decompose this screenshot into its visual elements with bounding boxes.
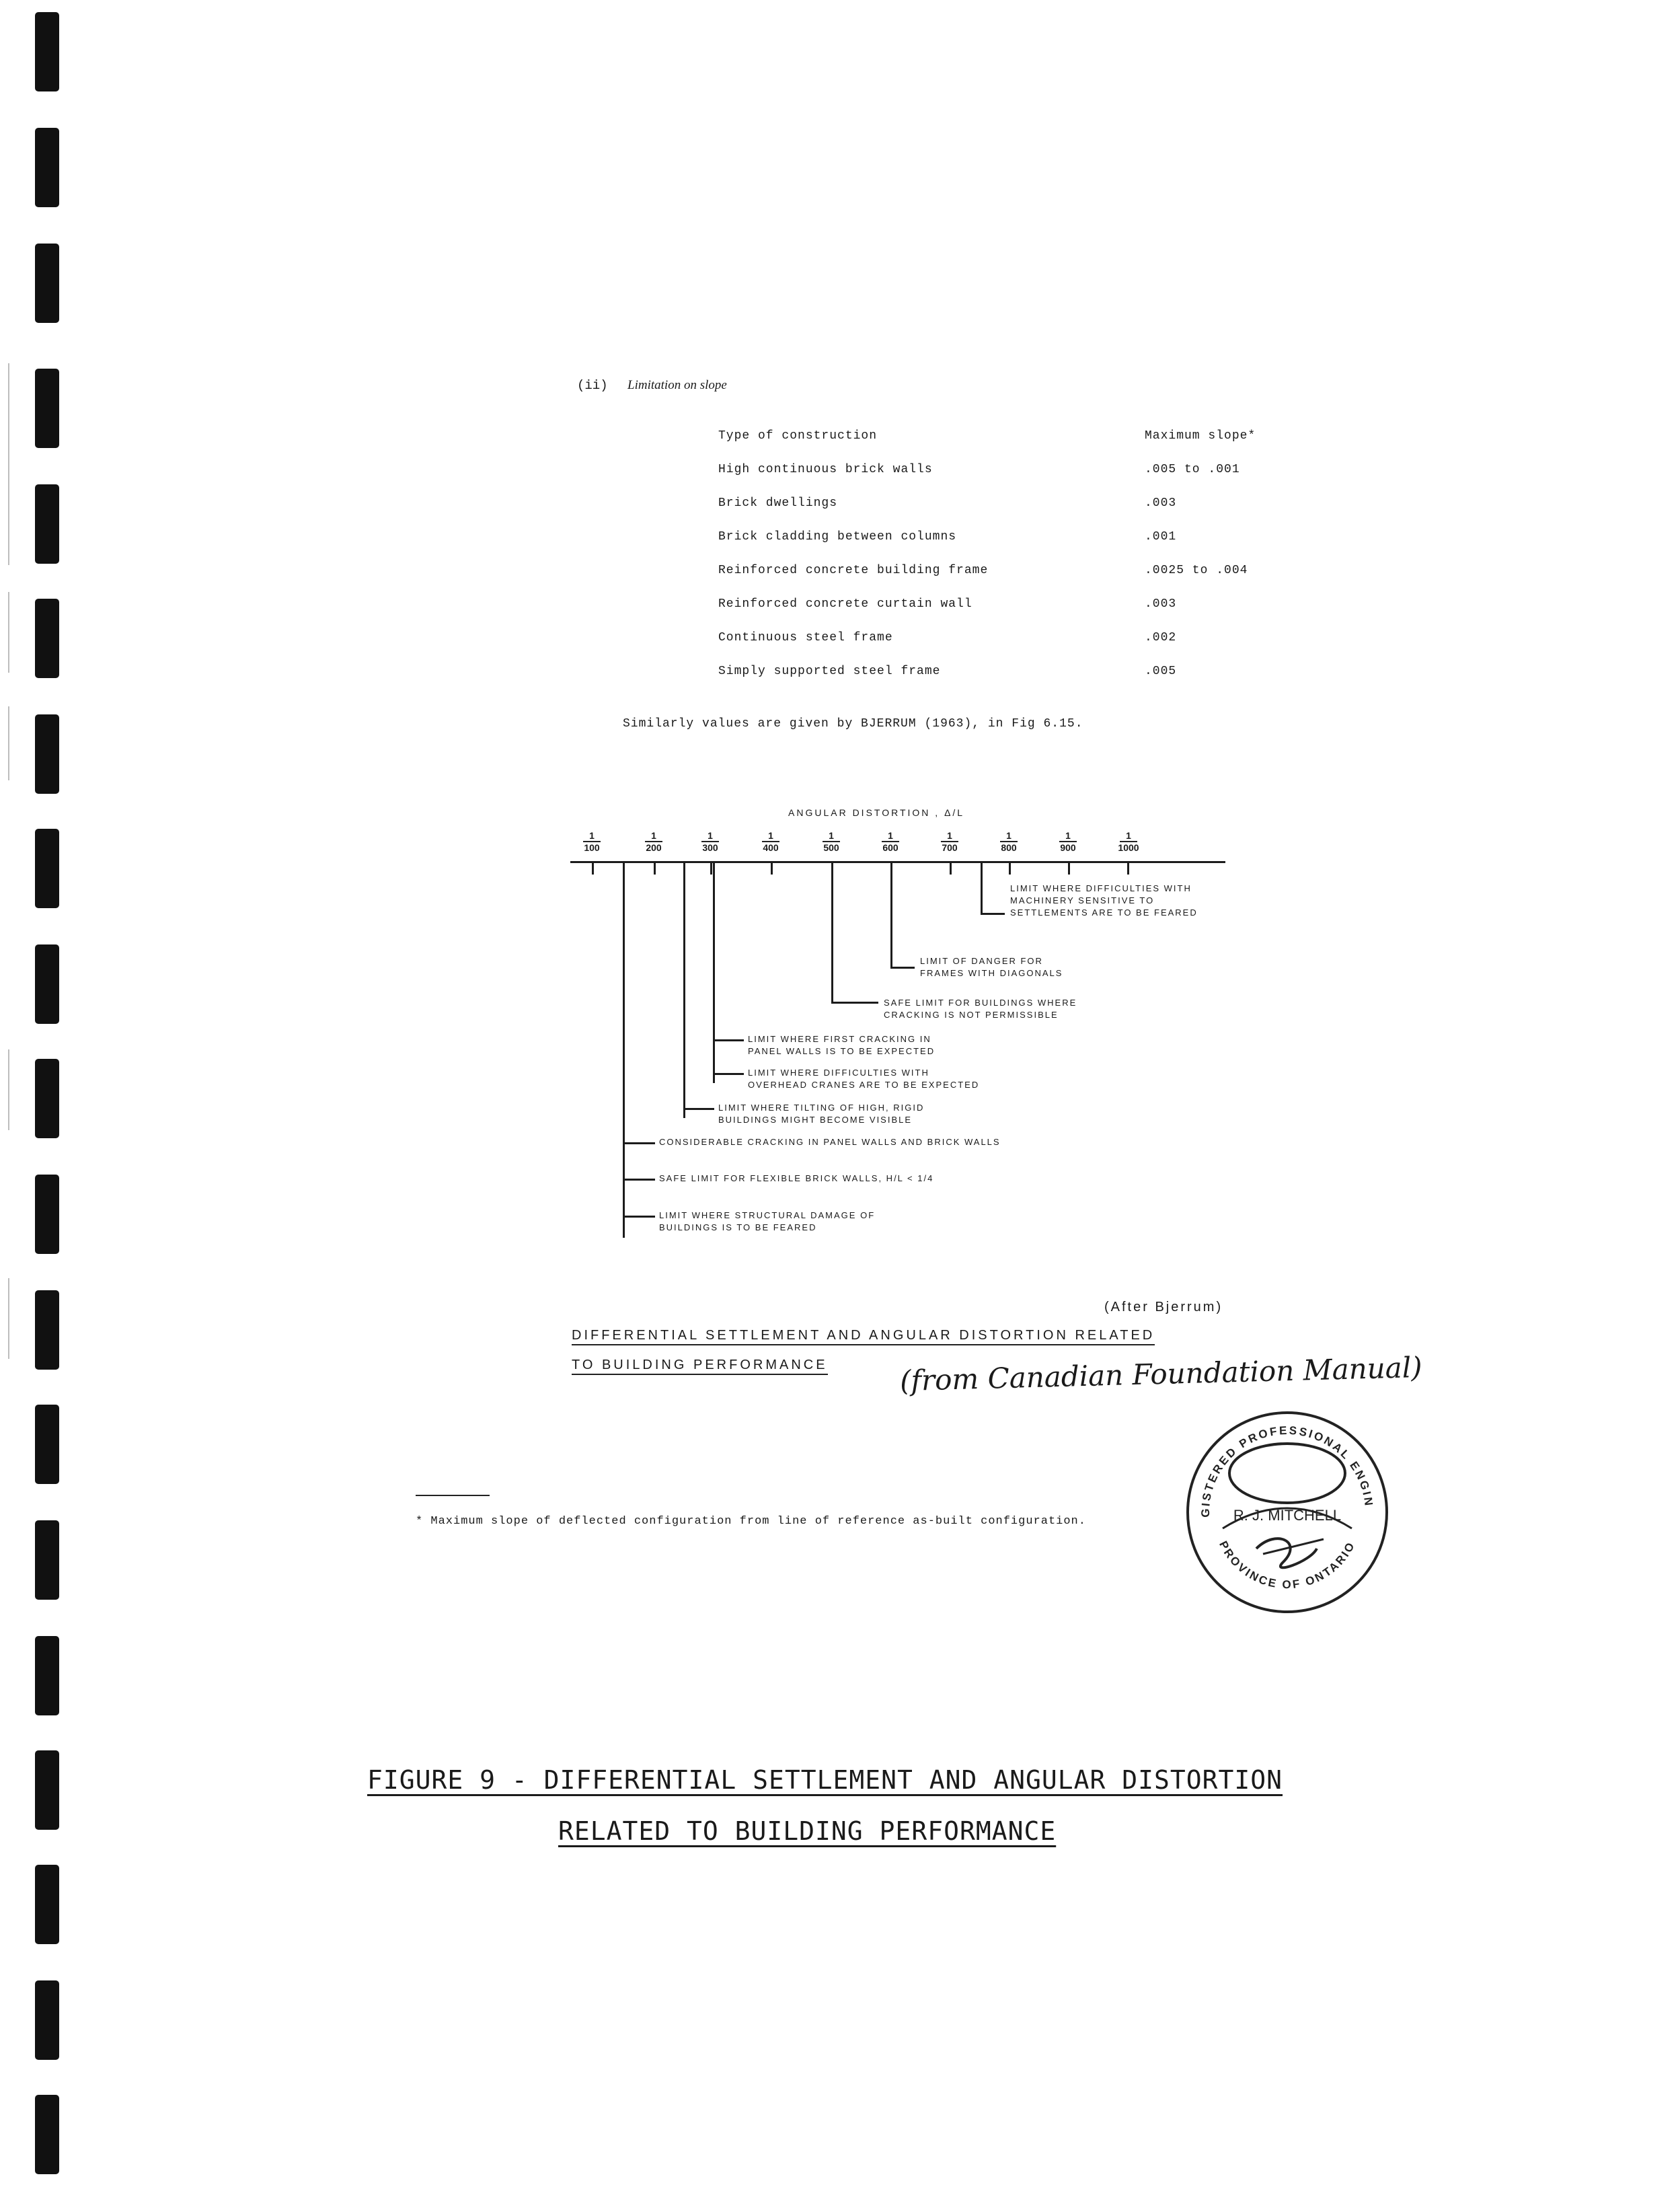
tick-label: $\frac{1}{100}$	[584, 830, 600, 853]
binding-hole	[35, 1865, 59, 1944]
scan-edge-line	[8, 706, 9, 780]
binding-hole	[35, 369, 59, 448]
svg-text:R. J. MITCHELL: R. J. MITCHELL	[1233, 1507, 1342, 1524]
caption-credit: (After Bjerrum)	[1104, 1300, 1223, 1314]
limit-leader-horizontal	[623, 1179, 655, 1181]
tick-mark	[710, 861, 712, 875]
limit-leader-horizontal	[981, 913, 1005, 915]
limit-leader-horizontal	[683, 1108, 714, 1110]
limit-label: LIMIT WHERE TILTING OF HIGH, RIGID BUILDINGS MIGHT BECOME VISIBLE	[718, 1103, 925, 1125]
binding-hole	[35, 829, 59, 908]
table-row-type: Brick dwellings	[718, 496, 838, 510]
tick-label: $\frac{1}{400}$	[763, 830, 779, 853]
scan-edge-line	[8, 1049, 9, 1130]
tick-label: $\frac{1}{600}$	[882, 830, 899, 853]
binding-hole	[35, 128, 59, 207]
limit-label: SAFE LIMIT FOR BUILDINGS WHERE CRACKING IS NOT PERMISSIBLE	[884, 998, 1077, 1020]
tick-mark	[771, 861, 773, 875]
table-row-slope: .003	[1145, 496, 1177, 510]
section-title: Limitation on slope	[627, 378, 727, 392]
binding-hole	[35, 1175, 59, 1254]
engineer-seal	[1182, 1407, 1392, 1617]
limit-label: SAFE LIMIT FOR FLEXIBLE BRICK WALLS, H/L < 1/4	[659, 1173, 934, 1183]
table-row-type: High continuous brick walls	[718, 463, 933, 476]
binding-hole	[35, 1636, 59, 1715]
axis-title: ANGULAR DISTORTION , Δ/L	[788, 807, 965, 818]
table-row-type: Brick cladding between columns	[718, 530, 957, 544]
table-row-type: Simply supported steel frame	[718, 665, 941, 678]
tick-label: $\frac{1}{500}$	[823, 830, 839, 853]
scan-edge-line	[8, 1278, 9, 1359]
limit-leader-horizontal	[890, 967, 915, 969]
limit-leader-vertical	[683, 861, 685, 1118]
binding-hole	[35, 1980, 59, 2060]
svg-text:REGISTERED PROFESSIONAL ENGINE: GISTERED PROFESSIONAL ENGIN	[1198, 1423, 1375, 1518]
limit-label: LIMIT WHERE STRUCTURAL DAMAGE OF BUILDINGS IS TO BE FEARED	[659, 1210, 876, 1232]
table-row-slope: .003	[1145, 597, 1177, 611]
limit-leader-vertical	[831, 861, 833, 1004]
handwritten-source-note: (from Canadian Foundation Manual)	[899, 1350, 1423, 1398]
table-row-slope: .005 to .001	[1145, 463, 1240, 476]
limit-leader-vertical	[981, 861, 983, 915]
tick-label: $\frac{1}{700}$	[942, 830, 958, 853]
table-row-slope: .001	[1145, 530, 1177, 544]
tick-label: $\frac{1}{1000}$	[1118, 830, 1139, 853]
tick-label: $\frac{1}{300}$	[702, 830, 718, 853]
limit-label: LIMIT WHERE DIFFICULTIES WITH OVERHEAD CRANES ARE TO BE EXPECTED	[748, 1068, 980, 1090]
table-row-type: Reinforced concrete building frame	[718, 564, 989, 577]
limit-leader-vertical	[890, 861, 892, 969]
binding-hole	[35, 1520, 59, 1600]
section-heading	[577, 378, 727, 393]
table-note: Similarly values are given by BJERRUM (1963), in Fig 6.15.	[623, 717, 1083, 731]
binding-hole	[35, 244, 59, 323]
binding-hole	[35, 1059, 59, 1138]
table-row-slope: .002	[1145, 631, 1177, 644]
binding-hole	[35, 12, 59, 91]
limit-leader-vertical	[713, 861, 715, 1083]
caption-line1: DIFFERENTIAL SETTLEMENT AND ANGULAR DISTORTION RELATED	[572, 1328, 1155, 1343]
figure-title-line1: FIGURE 9 - DIFFERENTIAL SETTLEMENT AND ANGULAR DISTORTION	[367, 1765, 1283, 1795]
limit-leader-horizontal	[713, 1073, 744, 1075]
binding-hole	[35, 599, 59, 678]
table-header-type: Type of construction	[718, 429, 878, 443]
tick-mark	[654, 861, 656, 875]
table-row-type: Continuous steel frame	[718, 631, 893, 644]
binding-hole	[35, 714, 59, 794]
scan-edge-line	[8, 592, 9, 673]
limit-label: LIMIT WHERE FIRST CRACKING IN PANEL WALLS IS TO BE EXPECTED	[748, 1034, 936, 1056]
limit-leader-horizontal	[623, 1216, 655, 1218]
caption-line2: TO BUILDING PERFORMANCE	[572, 1358, 828, 1373]
binding-hole	[35, 484, 59, 564]
table-row-slope: .005	[1145, 665, 1177, 678]
tick-mark	[950, 861, 952, 875]
footnote: * Maximum slope of deflected configuration from line of reference as-built configuration.	[416, 1515, 1086, 1528]
limit-leader-vertical	[623, 861, 625, 1238]
table-row-type: Reinforced concrete curtain wall	[718, 597, 972, 611]
section-number: (ii)	[577, 378, 608, 393]
binding-hole	[35, 1405, 59, 1484]
scan-edge-line	[8, 363, 9, 565]
svg-text:PROVINCE OF ONTARIO: PROVINCE OF ONTARIO	[1217, 1538, 1358, 1592]
figure-title-line2: RELATED TO BUILDING PERFORMANCE	[558, 1816, 1057, 1846]
limit-label: LIMIT OF DANGER FOR FRAMES WITH DIAGONALS	[920, 956, 1063, 978]
binding-hole	[35, 1750, 59, 1830]
tick-label: $\frac{1}{800}$	[1001, 830, 1017, 853]
binding-hole	[35, 1290, 59, 1370]
limit-leader-horizontal	[831, 1002, 878, 1004]
binding-hole	[35, 2095, 59, 2174]
seal-graphic	[1182, 1407, 1392, 1617]
limit-leader-horizontal	[713, 1039, 744, 1041]
limit-label: CONSIDERABLE CRACKING IN PANEL WALLS AND BRICK WALLS	[659, 1137, 1001, 1147]
tick-mark	[1127, 861, 1129, 875]
tick-label: $\frac{1}{900}$	[1060, 830, 1076, 853]
tick-mark	[1009, 861, 1011, 875]
tick-mark	[1068, 861, 1070, 875]
footnote-rule	[416, 1495, 490, 1496]
binding-hole	[35, 944, 59, 1024]
table-row-slope: .0025 to .004	[1145, 564, 1248, 577]
table-header-slope: Maximum slope*	[1145, 429, 1256, 443]
tick-mark	[592, 861, 594, 875]
limit-leader-horizontal	[623, 1142, 655, 1144]
tick-label: $\frac{1}{200}$	[646, 830, 662, 853]
limit-label: LIMIT WHERE DIFFICULTIES WITH MACHINERY SENSITIVE TO SETTLEMENTS ARE TO BE FEARED	[1010, 883, 1198, 918]
